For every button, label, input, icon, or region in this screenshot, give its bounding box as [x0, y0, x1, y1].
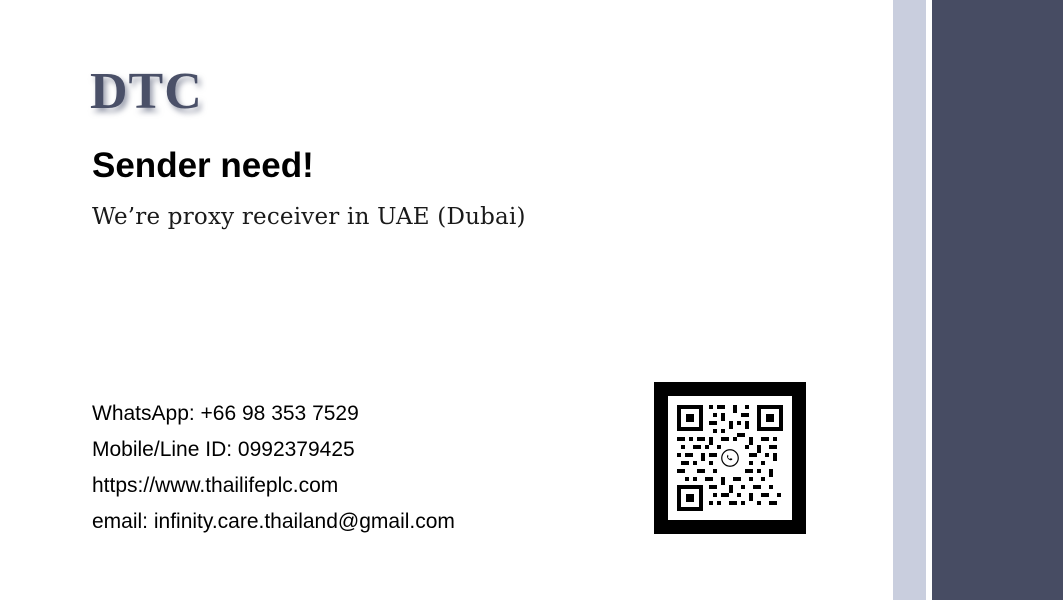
qr-module: [729, 501, 737, 505]
qr-module: [693, 477, 697, 481]
qr-code-modules: [677, 405, 783, 511]
qr-module: [741, 485, 745, 489]
contact-whatsapp: WhatsApp: +66 98 353 7529: [92, 402, 359, 425]
qr-module: [757, 501, 761, 505]
qr-module: [765, 453, 769, 457]
qr-module: [761, 461, 765, 465]
qr-module: [713, 429, 717, 433]
qr-module: [709, 501, 713, 505]
qr-module: [749, 461, 753, 465]
qr-module: [749, 477, 753, 481]
contact-website[interactable]: https://www.thailifeplc.com: [92, 474, 339, 497]
qr-module: [777, 493, 781, 497]
qr-module: [741, 501, 745, 505]
contact-block: [92, 396, 455, 540]
decorative-dark-bar: [932, 0, 1063, 600]
qr-module: [721, 437, 729, 441]
qr-module: [693, 445, 701, 449]
qr-module: [709, 485, 717, 489]
qr-module: [757, 445, 761, 453]
qr-module: [737, 493, 741, 497]
page-title: Sender need!: [92, 146, 314, 185]
qr-module: [769, 445, 777, 449]
qr-module: [757, 469, 761, 473]
qr-module: [709, 405, 713, 409]
qr-module: [769, 469, 773, 477]
qr-module: [697, 437, 705, 441]
page-subtitle: We’re proxy receiver in UAE (Dubai): [92, 204, 526, 230]
qr-module: [773, 437, 777, 441]
qr-module: [705, 477, 713, 481]
whatsapp-icon: [717, 445, 743, 471]
qr-module: [729, 485, 733, 493]
qr-module: [685, 477, 689, 481]
qr-module: [713, 493, 717, 497]
qr-module: [681, 461, 689, 465]
qr-module: [697, 469, 705, 473]
qr-module: [693, 461, 697, 465]
qr-module: [709, 421, 717, 425]
qr-module: [737, 421, 741, 425]
qr-module: [761, 437, 769, 441]
qr-module: [745, 445, 749, 449]
qr-module: [705, 445, 709, 449]
qr-code-inner: [668, 396, 792, 520]
qr-module: [745, 421, 749, 429]
qr-module: [709, 437, 713, 445]
qr-module: [733, 437, 737, 441]
qr-module: [717, 405, 725, 409]
qr-module: [681, 445, 685, 449]
brand-logo: DTC: [90, 63, 203, 120]
qr-module: [745, 469, 753, 473]
qr-module: [749, 453, 757, 457]
qr-module: [761, 477, 765, 481]
qr-code[interactable]: [654, 382, 806, 534]
qr-module: [721, 413, 725, 421]
qr-module: [773, 453, 777, 461]
qr-module: [733, 405, 737, 413]
qr-module: [677, 437, 685, 441]
qr-finder-top-right: [757, 405, 783, 431]
qr-module: [749, 493, 753, 501]
qr-finder-top-left: [677, 405, 703, 431]
qr-module: [769, 485, 773, 489]
qr-module: [769, 501, 777, 505]
qr-module: [741, 413, 749, 417]
qr-finder-bottom-left: [677, 485, 703, 511]
contact-mobile-line-id: Mobile/Line ID: 0992379425: [92, 438, 355, 461]
qr-module: [713, 469, 717, 473]
qr-module: [733, 477, 741, 481]
qr-module: [709, 453, 717, 457]
contact-email[interactable]: email: infinity.care.thailand@gmail.com: [92, 510, 455, 533]
qr-module: [713, 413, 717, 417]
qr-module: [677, 453, 681, 457]
qr-module: [721, 477, 725, 485]
qr-module: [745, 405, 749, 409]
qr-module: [753, 485, 761, 489]
decorative-light-bar: [893, 0, 926, 600]
qr-module: [761, 493, 769, 497]
qr-module: [701, 453, 705, 461]
qr-module: [677, 469, 685, 473]
qr-module: [717, 501, 721, 505]
qr-module: [721, 429, 725, 433]
qr-module: [729, 421, 733, 429]
qr-module: [685, 453, 693, 457]
qr-module: [689, 437, 693, 441]
qr-module: [709, 461, 713, 465]
qr-module: [721, 493, 729, 497]
qr-module: [749, 437, 753, 445]
qr-module: [737, 433, 745, 437]
